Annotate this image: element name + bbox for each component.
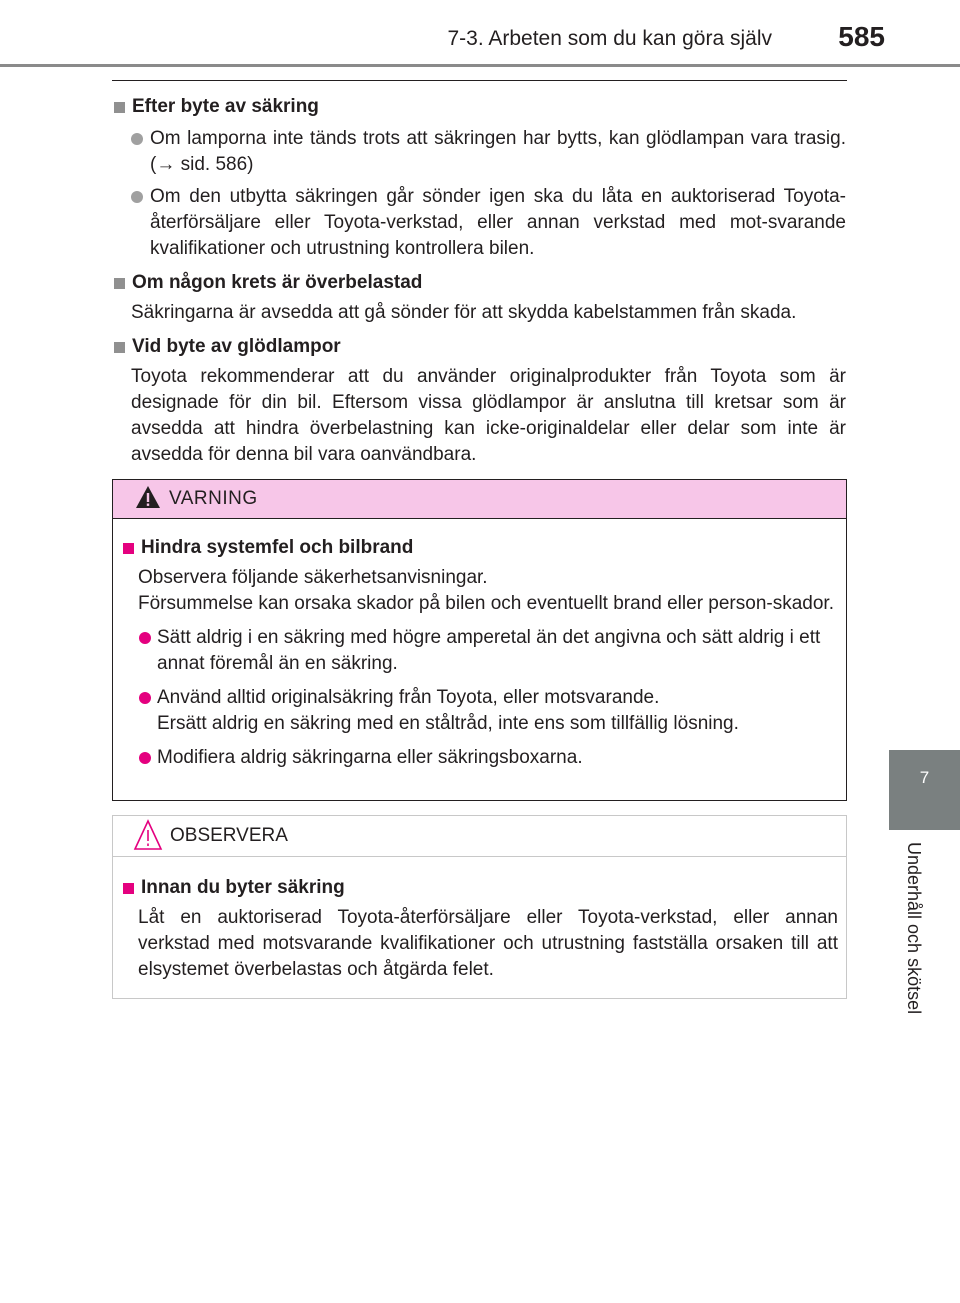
- caution-triangle-icon: [133, 819, 163, 851]
- warning-bullet: Sätt aldrig i en säkring med högre amperetal än det angivna och sätt aldrig i ett annat föremål än en säkring.: [121, 625, 838, 677]
- section-heading: Efter byte av säkring: [112, 94, 846, 120]
- warning-bullet: Använd alltid originalsäkring från Toyota, eller motsvarande. Ersätt aldrig en säkring med en ståltråd, inte ens som tillfällig lösning.: [121, 685, 838, 737]
- square-bullet-icon: [123, 883, 134, 894]
- main-content: [112, 90, 846, 468]
- chapter-number: 7: [919, 768, 930, 787]
- circle-bullet-icon: [139, 632, 151, 644]
- square-bullet-icon: [114, 342, 125, 353]
- warning-title: VARNING: [169, 488, 258, 509]
- warning-body: [113, 519, 846, 771]
- section-heading: Om någon krets är överbelastad: [112, 270, 846, 296]
- warning-box: [112, 479, 847, 801]
- page-number: 585: [838, 21, 885, 52]
- bullet-item: Om lamporna inte tänds trots att säkringen har bytts, kan glödlampan vara trasig. (→ sid. 586): [112, 126, 846, 178]
- section-heading: Vid byte av glödlampor: [112, 334, 846, 360]
- warning-intro: Observera följande säkerhetsanvisningar. Försummelse kan orsaka skador på bilen och eventuellt brand eller person-skador.: [138, 567, 834, 614]
- header-title: 7-3. Arbeten som du kan göra själv: [447, 27, 772, 50]
- square-bullet-icon: [123, 543, 134, 554]
- section-text: Säkringarna är avsedda att gå sönder för att skydda kabelstammen från skada.: [131, 302, 797, 323]
- circle-bullet-icon: [139, 752, 151, 764]
- square-bullet-icon: [114, 278, 125, 289]
- warning-bullet: Modifiera aldrig säkringarna eller säkringsboxarna.: [121, 745, 838, 771]
- chapter-label: Underhåll och skötsel: [904, 842, 924, 1015]
- notice-heading: Innan du byter säkring: [121, 875, 838, 901]
- section-text: Toyota rekommenderar att du använder originalprodukter från Toyota som är designade för din bil. Eftersom vissa glödlampor är anslutna till kretsar som är avsedda att hindra överbelastning kan icke-originaldelar eller delar som inte är avsedda för denna bil vara oanvändbara.: [131, 366, 846, 465]
- circle-bullet-icon: [131, 191, 143, 203]
- header-rule: [0, 64, 960, 67]
- circle-bullet-icon: [139, 692, 151, 704]
- warning-header: [113, 480, 846, 519]
- square-bullet-icon: [114, 102, 125, 113]
- notice-body: [113, 857, 846, 983]
- notice-title: OBSERVERA: [170, 825, 288, 846]
- bullet-item: Om den utbytta säkringen går sönder igen ska du låta en auktoriserad Toyota-återförsäljare eller Toyota-verkstad, eller annan verkstad med mot-svarande kvalifikationer och utrustning kontrollera bilen.: [112, 184, 846, 262]
- circle-bullet-icon: [131, 133, 143, 145]
- notice-text: Låt en auktoriserad Toyota-återförsäljare eller Toyota-verkstad, eller annan verkstad med motsvarande kvalifikationer och utrustning fastställa orsaken till att elsystemet överbelastas och åtgärda felet.: [138, 907, 838, 980]
- warning-triangle-icon: [135, 484, 161, 510]
- content-rule: [112, 80, 847, 81]
- notice-header: [113, 816, 846, 857]
- chapter-tab: [889, 750, 960, 830]
- notice-box: [112, 815, 847, 999]
- warning-heading: Hindra systemfel och bilbrand: [121, 535, 838, 561]
